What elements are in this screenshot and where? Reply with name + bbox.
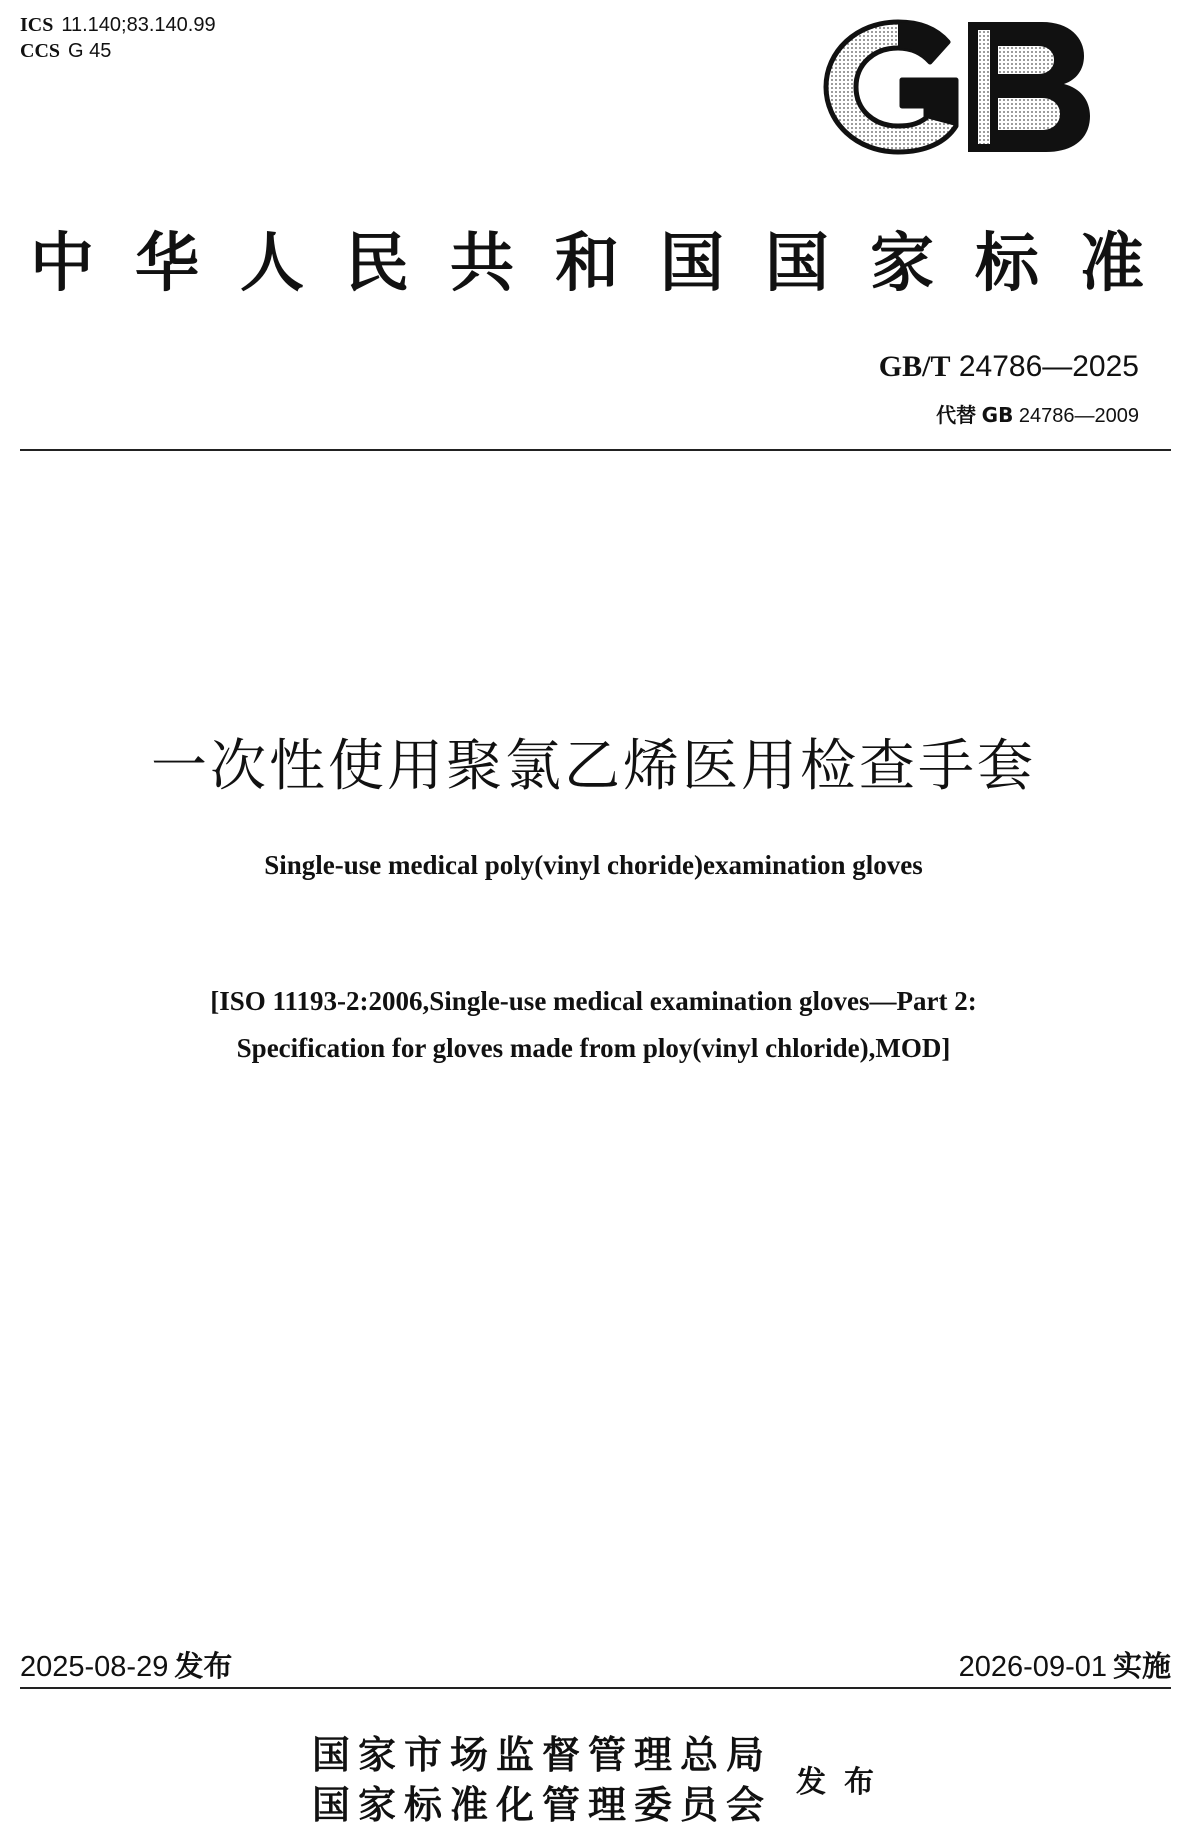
replaces-standard [936, 399, 1139, 428]
issue-action-label: 发布 [796, 1765, 892, 1800]
chinese-title: 一次性使用聚氯乙烯医用检查手套 [151, 734, 1036, 799]
effective-date [959, 1644, 1171, 1685]
ccs-value: G 45 [68, 40, 112, 62]
english-title: Single-use medical poly(vinyl choride)examination gloves [264, 850, 923, 880]
ics-code [20, 12, 216, 38]
effective-date-value: 2026-09-01 [958, 1651, 1107, 1683]
header-divider [20, 449, 1171, 451]
footer-divider [20, 1687, 1171, 1689]
effective-date-word: 实施 [1112, 1649, 1171, 1683]
adoption-reference [0, 978, 1187, 1072]
issuing-authorities [312, 1730, 772, 1830]
gb-logo [818, 14, 1096, 160]
issue-date [20, 1644, 232, 1685]
ccs-code [20, 38, 216, 64]
issuer-samr: 国家市场监督管理总局 [312, 1732, 773, 1777]
issuer-sac: 国家标准化管理委员会 [312, 1782, 773, 1827]
ccs-label: CCS [20, 40, 61, 62]
standard-prefix: GB/T [878, 350, 951, 383]
replaces-prefix: GB [981, 403, 1014, 427]
replaces-number: 24786—2009 [1018, 405, 1139, 427]
adoption-line-2: Specification for gloves made from ploy(vinyl chloride),MOD] [236, 1033, 951, 1063]
national-standard-title: 中华人民共和国国家标准 [30, 226, 1185, 301]
issue-date-word: 发布 [174, 1649, 233, 1683]
ics-label: ICS [20, 14, 54, 36]
ics-value: 11.140;83.140.99 [61, 14, 216, 36]
standard-number [879, 350, 1139, 384]
replaces-label: 代替 [936, 403, 977, 427]
adoption-line-1: [ISO 11193-2:2006,Single-use medical examination gloves—Part 2: [210, 986, 977, 1016]
classification-codes [20, 12, 216, 64]
standard-code: 24786—2025 [958, 350, 1139, 383]
issue-date-value: 2025-08-29 [20, 1651, 169, 1683]
